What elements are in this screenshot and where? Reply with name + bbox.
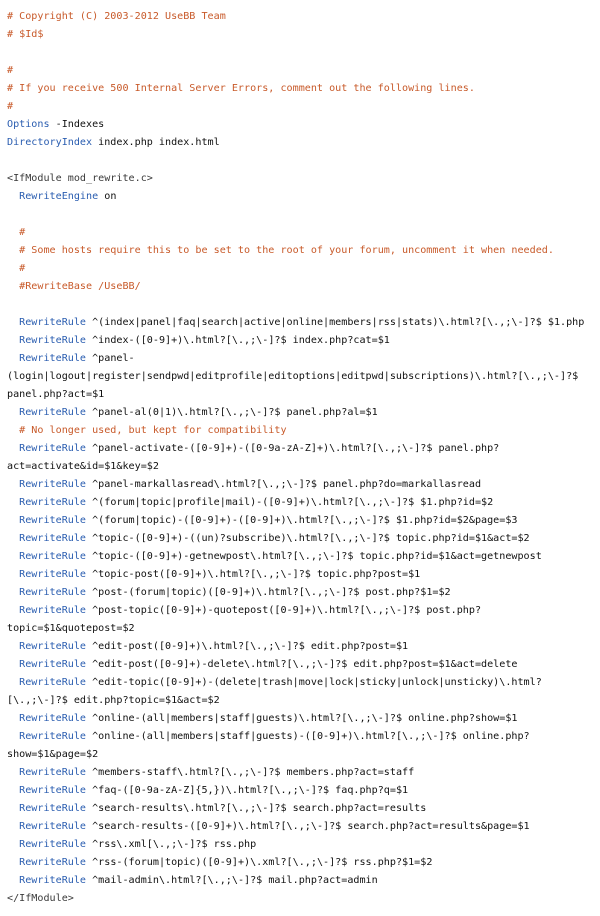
directive-arguments: ^panel-activate-([0-9]+)-([0-9a-zA-Z]+)\.html?[\.,;\-]?$ panel.php?act=activate&id=$1&key=$2 <box>7 443 500 472</box>
directive-arguments: ^topic-([0-9]+)-((un)?subscribe)\.html?[\.,;\-]?$ topic.php?id=$1&act=$2 <box>86 533 530 544</box>
directive-arguments: ^mail-admin\.html?[\.,;\-]?$ mail.php?act=admin <box>86 875 378 886</box>
directive-line <box>7 638 595 656</box>
directive-keyword: RewriteRule <box>19 497 87 508</box>
directive-keyword: RewriteRule <box>19 569 87 580</box>
directive-keyword: RewriteRule <box>19 713 87 724</box>
comment-text: # <box>19 227 26 238</box>
directive-arguments: ^(index|panel|faq|search|active|online|members|rss|stats)\.html?[\.,;\-]?$ $1.php <box>86 317 585 328</box>
directive-arguments: ^online-(all|members|staff|guests)\.html?[\.,;\-]?$ online.php?show=$1 <box>86 713 518 724</box>
directive-arguments: ^panel-al(0|1)\.html?[\.,;\-]?$ panel.php?al=$1 <box>86 407 378 418</box>
directive-keyword: RewriteRule <box>19 479 87 490</box>
directive-arguments: ^faq-([0-9a-zA-Z]{5,})\.html?[\.,;\-]?$ faq.php?q=$1 <box>86 785 409 796</box>
directive-line <box>7 530 595 548</box>
directive-keyword: RewriteRule <box>19 587 87 598</box>
directive-line <box>7 512 595 530</box>
directive-keyword: RewriteRule <box>19 317 87 328</box>
directive-line <box>7 656 595 674</box>
directive-line <box>7 314 595 332</box>
comment-line <box>7 80 595 98</box>
directive-keyword: RewriteRule <box>19 443 87 454</box>
directive-line <box>7 818 595 836</box>
comment-line <box>7 8 595 26</box>
directive-line <box>7 674 595 710</box>
blank-line <box>7 152 595 170</box>
directive-keyword: RewriteRule <box>19 839 87 850</box>
directive-line <box>7 350 595 404</box>
directive-arguments: ^online-(all|members|staff|guests)-([0-9]+)\.html?[\.,;\-]?$ online.php?show=$1&page=$2 <box>7 731 530 760</box>
directive-line <box>7 494 595 512</box>
module-tag: </IfModule> <box>7 893 74 904</box>
comment-line <box>7 224 595 242</box>
directive-arguments: ^edit-post([0-9]+)\.html?[\.,;\-]?$ edit.php?post=$1 <box>86 641 409 652</box>
directive-keyword: RewriteRule <box>19 785 87 796</box>
directive-line <box>7 584 595 602</box>
comment-text: # Copyright (C) 2003-2012 UseBB Team <box>7 11 226 22</box>
directive-arguments: ^members-staff\.html?[\.,;\-]?$ members.php?act=staff <box>86 767 415 778</box>
directive-arguments: ^edit-post([0-9]+)-delete\.html?[\.,;\-]?$ edit.php?post=$1&act=delete <box>86 659 518 670</box>
directive-arguments: ^topic-([0-9]+)-getnewpost\.html?[\.,;\-]?$ topic.php?id=$1&act=getnewpost <box>86 551 542 562</box>
directive-line <box>7 800 595 818</box>
comment-text: # $Id$ <box>7 29 44 40</box>
comment-text: #RewriteBase /UseBB/ <box>19 281 141 292</box>
directive-arguments: ^panel-markallasread\.html?[\.,;\-]?$ panel.php?do=markallasread <box>86 479 482 490</box>
comment-text: # <box>7 65 14 76</box>
directive-arguments: ^post-topic([0-9]+)-quotepost([0-9]+)\.html?[\.,;\-]?$ post.php?topic=$1&quotepost=$2 <box>7 605 482 634</box>
module-tag: <IfModule mod_rewrite.c> <box>7 173 153 184</box>
directive-keyword: RewriteRule <box>19 641 87 652</box>
comment-line <box>7 260 595 278</box>
directive-arguments: on <box>98 191 117 202</box>
directive-arguments: ^panel-(login|logout|register|sendpwd|editprofile|editoptions|editpwd|subscriptions)\.html?[\.,;\-]?$ panel.php?act=$1 <box>7 353 585 400</box>
directive-keyword: RewriteRule <box>19 875 87 886</box>
directive-keyword: RewriteRule <box>19 821 87 832</box>
directive-arguments: ^edit-topic([0-9]+)-(delete|trash|move|lock|sticky|unlock|unsticky)\.html?[\.,;\-]?$ edit.php?topic=$1&act=$2 <box>7 677 542 706</box>
directive-line <box>7 728 595 764</box>
code-listing <box>7 8 595 908</box>
directive-keyword: RewriteRule <box>19 551 87 562</box>
directive-keyword: RewriteRule <box>19 335 87 346</box>
directive-keyword: RewriteRule <box>19 353 87 364</box>
comment-line <box>7 62 595 80</box>
directive-arguments: ^search-results\.html?[\.,;\-]?$ search.php?act=results <box>86 803 427 814</box>
directive-keyword: RewriteRule <box>19 605 87 616</box>
directive-keyword: RewriteRule <box>19 407 87 418</box>
tag-line <box>7 890 595 908</box>
blank-line <box>7 44 595 62</box>
tag-line <box>7 170 595 188</box>
directive-line <box>7 782 595 800</box>
directive-keyword: RewriteRule <box>19 533 87 544</box>
directive-line <box>7 404 595 422</box>
directive-line <box>7 566 595 584</box>
directive-line <box>7 134 595 152</box>
comment-line <box>7 26 595 44</box>
directive-keyword: RewriteRule <box>19 659 87 670</box>
comment-text: # <box>19 263 26 274</box>
directive-keyword: RewriteRule <box>19 803 87 814</box>
directive-arguments: -Indexes <box>49 119 105 130</box>
directive-line <box>7 332 595 350</box>
comment-text: # If you receive 500 Internal Server Errors, comment out the following lines. <box>7 83 475 94</box>
directive-arguments: ^index-([0-9]+)\.html?[\.,;\-]?$ index.php?cat=$1 <box>86 335 390 346</box>
directive-line <box>7 764 595 782</box>
directive-keyword: RewriteRule <box>19 767 87 778</box>
comment-line <box>7 98 595 116</box>
directive-arguments: ^rss-(forum|topic)([0-9]+)\.xml?[\.,;\-]?$ rss.php?$1=$2 <box>86 857 433 868</box>
directive-keyword: RewriteRule <box>19 731 87 742</box>
directive-arguments: ^topic-post([0-9]+)\.html?[\.,;\-]?$ topic.php?post=$1 <box>86 569 421 580</box>
directive-keyword: Options <box>7 119 50 130</box>
directive-arguments: index.php index.html <box>92 137 220 148</box>
comment-line <box>7 422 595 440</box>
directive-arguments: ^search-results-([0-9]+)\.html?[\.,;\-]?$ search.php?act=results&page=$1 <box>86 821 530 832</box>
directive-line <box>7 440 595 476</box>
blank-line <box>7 206 595 224</box>
directive-line <box>7 116 595 134</box>
directive-line <box>7 836 595 854</box>
comment-text: # Some hosts require this to be set to the root of your forum, uncomment it when needed. <box>19 245 554 256</box>
comment-text: # No longer used, but kept for compatibility <box>19 425 287 436</box>
directive-line <box>7 872 595 890</box>
directive-arguments: ^(forum|topic)-([0-9]+)-([0-9]+)\.html?[\.,;\-]?$ $1.php?id=$2&page=$3 <box>86 515 518 526</box>
comment-line <box>7 278 595 296</box>
directive-keyword: RewriteRule <box>19 515 87 526</box>
comment-text: # <box>7 101 14 112</box>
directive-keyword: DirectoryIndex <box>7 137 93 148</box>
directive-line <box>7 854 595 872</box>
blank-line <box>7 296 595 314</box>
directive-arguments: ^rss\.xml[\.,;\-]?$ rss.php <box>86 839 257 850</box>
directive-line <box>7 710 595 728</box>
directive-line <box>7 602 595 638</box>
directive-arguments: ^(forum|topic|profile|mail)-([0-9]+)\.html?[\.,;\-]?$ $1.php?id=$2 <box>86 497 494 508</box>
directive-line <box>7 188 595 206</box>
comment-line <box>7 242 595 260</box>
directive-line <box>7 476 595 494</box>
directive-keyword: RewriteRule <box>19 677 87 688</box>
directive-keyword: RewriteRule <box>19 857 87 868</box>
directive-keyword: RewriteEngine <box>19 191 99 202</box>
directive-line <box>7 548 595 566</box>
directive-arguments: ^post-(forum|topic)([0-9]+)\.html?[\.,;\-]?$ post.php?$1=$2 <box>86 587 451 598</box>
